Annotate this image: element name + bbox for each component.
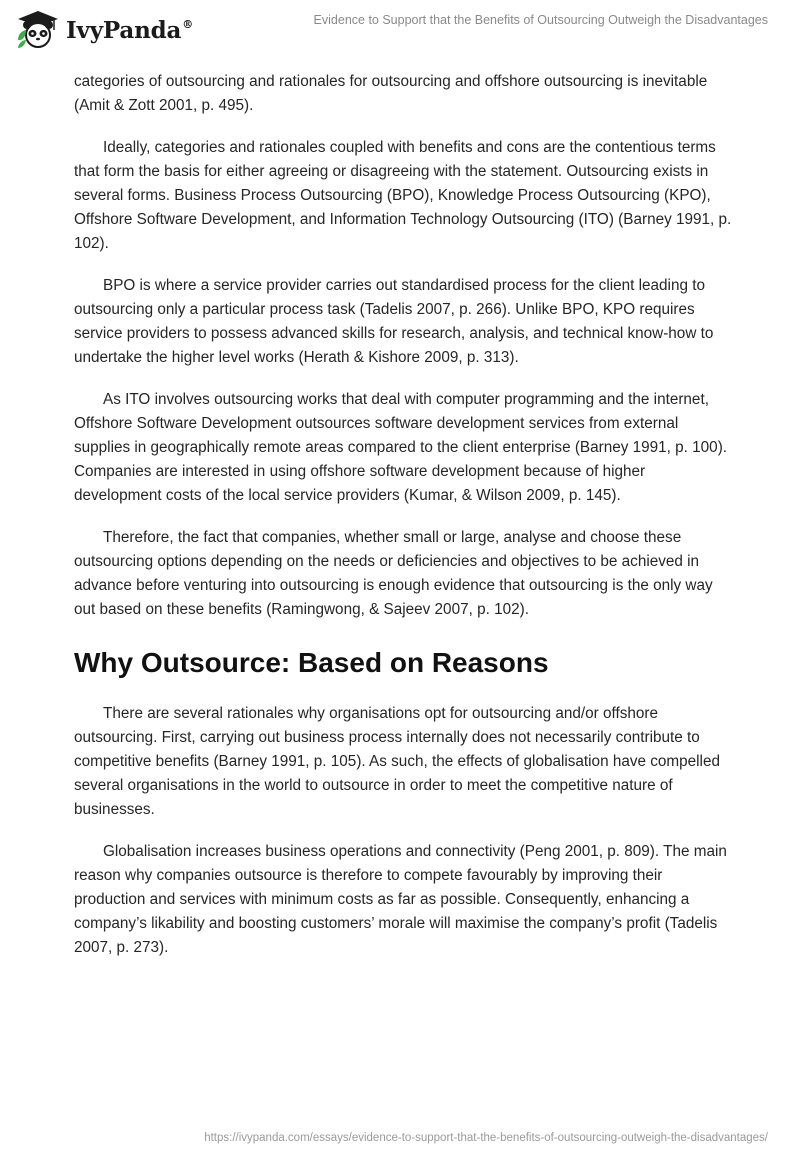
- ivypanda-logo[interactable]: [16, 10, 193, 50]
- paragraph-rationales: There are several rationales why organisations opt for outsourcing and/or offshore outsourcing. First, carrying out business process internally does not necessarily contribute to competitive benefits (Barney 1991, p. 105). As such, the effects of globalisation have compelled several organisations in the world to outsource in order to meet the competitive nature of businesses.: [74, 705, 720, 818]
- brand-name: IvyPanda®: [66, 16, 193, 44]
- registered-mark: ®: [182, 17, 193, 31]
- panda-mascot-icon: [16, 10, 60, 50]
- paragraph-bpo: BPO is where a service provider carries out standardised process for the client leading to outsourcing only a particular process task (Tadelis 2007, p. 266). Unlike BPO, KPO requires service providers to possess advanced skills for research, analysis, and technical know-how to undertake the higher level works (Herath & Kishore 2009, p. 313).: [74, 277, 714, 366]
- paragraph-ito: As ITO involves outsourcing works that deal with computer programming and the internet, Offshore Software Development outsources software development services from external supplies in geographically remote areas compared to the client enterprise (Barney 1991, p. 100). Companies are interested in using offshore software development because of higher development costs of the local service providers (Kumar, & Wilson 2009, p. 145).: [74, 391, 728, 504]
- paragraph-conclusion: Therefore, the fact that companies, whether small or large, analyse and choose these outsourcing options depending on the needs or deficiencies and objectives to be achieved in advance before venturing into outsourcing is enough evidence that outsourcing is the only way out based on these benefits (Ramingwong, & Sajeev 2007, p. 102).: [74, 529, 713, 618]
- paragraph-globalisation: Globalisation increases business operations and connectivity (Peng 2001, p. 809). The main reason why companies outsource is therefore to compete favourably by improving their production and services with minimum costs as far as possible. Consequently, enhancing a company’s likability and boosting customers’ morale will maximise the company’s profit (Tadelis 2007, p. 273).: [74, 843, 727, 956]
- paragraph-continuation: categories of outsourcing and rationales for outsourcing and offshore outsourcing is inevitable (Amit & Zott 2001, p. 495).: [74, 73, 708, 114]
- section-heading: Why Outsource: Based on Reasons: [74, 647, 549, 678]
- page-header: [0, 0, 800, 64]
- source-url-link[interactable]: https://ivypanda.com/essays/evidence-to-support-that-the-benefits-of-outsourcing-outweigh-the-disadvantages/: [204, 1132, 768, 1144]
- document-title: Evidence to Support that the Benefits of Outsourcing Outweigh the Disadvantages: [313, 13, 768, 27]
- essay-content: [74, 70, 734, 978]
- paragraph-categories: Ideally, categories and rationales coupled with benefits and cons are the contentious terms that form the basis for either agreeing or disagreeing with the statement. Outsourcing exists in several forms. Business Process Outsourcing (BPO), Knowledge Process Outsourcing (KPO), Offshore Software Development, and Information Technology Outsourcing (ITO) (Barney 1991, p. 102).: [74, 139, 732, 252]
